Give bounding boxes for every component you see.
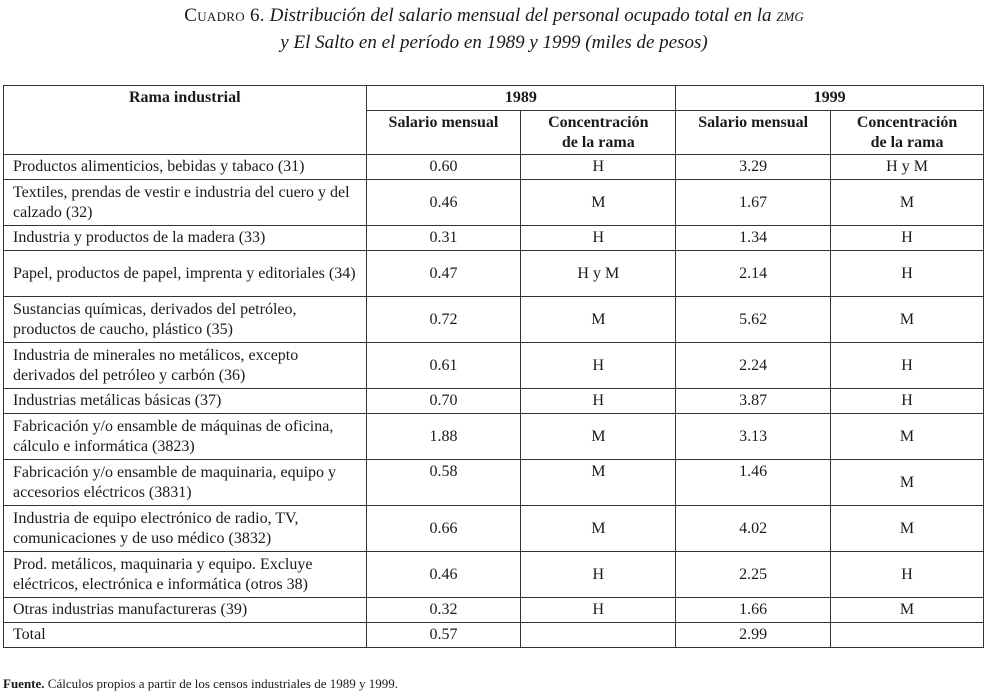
- row-concentration-1999: M: [831, 506, 984, 552]
- row-salary-1999: 3.29: [676, 155, 831, 180]
- header-concentration-1989: [521, 111, 676, 155]
- row-concentration-1989-total: [521, 623, 676, 648]
- row-branch: Industria y productos de la madera (33): [4, 226, 367, 251]
- row-concentration-1989: M: [521, 414, 676, 460]
- table-row: [4, 155, 984, 180]
- header-concentration-1989-line2: de la rama: [561, 134, 635, 151]
- row-salary-1999: 1.34: [676, 226, 831, 251]
- row-branch: Industria de minerales no metálicos, excepto derivados del petróleo y carbón (36): [4, 343, 367, 389]
- row-branch: Papel, productos de papel, imprenta y editoriales (34): [4, 251, 367, 297]
- row-branch: Prod. metálicos, maquinaria y equipo. Excluye eléctricos, electrónica e informática (otros 38): [4, 552, 367, 598]
- row-concentration-1999: M: [831, 180, 984, 226]
- caption-zmg: zmg: [776, 5, 804, 26]
- table-row: [4, 343, 984, 389]
- row-concentration-1989: M: [521, 180, 676, 226]
- row-salary-1989: 0.72: [366, 297, 521, 343]
- row-concentration-1999: M: [831, 414, 984, 460]
- row-concentration-1989: H: [521, 389, 676, 414]
- row-branch: Industrias metálicas básicas (37): [4, 389, 367, 414]
- table-row: [4, 414, 984, 460]
- row-concentration-1989: M: [521, 297, 676, 343]
- caption-title-line-1: Distribución del salario mensual del personal ocupado total en la: [269, 5, 772, 26]
- row-concentration-1999: H: [831, 343, 984, 389]
- table-row: [4, 251, 984, 297]
- row-salary-1989: 0.61: [366, 343, 521, 389]
- row-concentration-1999: H: [831, 389, 984, 414]
- caption-line-1: [0, 2, 988, 29]
- row-salary-1989: 0.46: [366, 180, 521, 226]
- header-concentration-1999-line2: de la rama: [870, 134, 944, 151]
- row-concentration-1989: M: [521, 506, 676, 552]
- table-row: [4, 297, 984, 343]
- header-concentration-1999-line1: Concentración: [856, 114, 958, 131]
- table-row: [4, 460, 984, 506]
- row-branch: Sustancias químicas, derivados del petróleo, productos de caucho, plástico (35): [4, 297, 367, 343]
- row-branch: Productos alimenticios, bebidas y tabaco (31): [4, 155, 367, 180]
- row-salary-1989: 0.66: [366, 506, 521, 552]
- row-salary-1999: 2.14: [676, 251, 831, 297]
- row-concentration-1999: H y M: [831, 155, 984, 180]
- header-concentration-1989-line1: Concentración: [548, 114, 649, 131]
- row-salary-1989: 0.47: [366, 251, 521, 297]
- row-salary-1989: 0.32: [366, 598, 521, 623]
- row-concentration-1989: H: [521, 155, 676, 180]
- row-salary-1989: 0.31: [366, 226, 521, 251]
- table-caption: [0, 2, 988, 56]
- source-label: Fuente.: [3, 676, 45, 691]
- row-salary-1999-total: 2.99: [676, 623, 831, 648]
- row-salary-1999: 1.46: [676, 460, 831, 506]
- row-salary-1989: 0.60: [366, 155, 521, 180]
- row-branch: Industria de equipo electrónico de radio, TV, comunicaciones y de uso médico (3832): [4, 506, 367, 552]
- row-salary-1999: 1.66: [676, 598, 831, 623]
- table-row: [4, 389, 984, 414]
- row-concentration-1989: H: [521, 598, 676, 623]
- row-branch: Fabricación y/o ensamble de máquinas de oficina, cálculo e informática (3823): [4, 414, 367, 460]
- row-concentration-1989: M: [521, 460, 676, 506]
- header-year-1999: 1999: [676, 86, 984, 111]
- row-salary-1989: 1.88: [366, 414, 521, 460]
- row-branch: Otras industrias manufactureras (39): [4, 598, 367, 623]
- source-text: Cálculos propios a partir de los censos industriales de 1989 y 1999.: [47, 676, 399, 691]
- row-concentration-1989: H: [521, 343, 676, 389]
- row-concentration-1989: H: [521, 552, 676, 598]
- row-concentration-1999: H: [831, 251, 984, 297]
- header-year-1989: 1989: [366, 86, 676, 111]
- row-concentration-1999-total: [831, 623, 984, 648]
- row-concentration-1989: H: [521, 226, 676, 251]
- caption-label: Cuadro 6.: [184, 5, 265, 26]
- row-salary-1989: 0.70: [366, 389, 521, 414]
- header-salary-1999: Salario mensual: [676, 111, 831, 155]
- table-row: [4, 552, 984, 598]
- row-salary-1999: 2.25: [676, 552, 831, 598]
- row-salary-1999: 1.67: [676, 180, 831, 226]
- row-salary-1989-total: 0.57: [366, 623, 521, 648]
- row-concentration-1999: H: [831, 552, 984, 598]
- row-branch: Textiles, prendas de vestir e industria del cuero y del calzado (32): [4, 180, 367, 226]
- row-concentration-1999: H: [831, 226, 984, 251]
- table-row: [4, 506, 984, 552]
- table-row: [4, 598, 984, 623]
- header-branch: Rama industrial: [4, 86, 367, 155]
- row-concentration-1999: M: [831, 598, 984, 623]
- row-salary-1999: 5.62: [676, 297, 831, 343]
- row-concentration-1999: M: [831, 460, 984, 506]
- header-salary-1989: Salario mensual: [366, 111, 521, 155]
- row-branch: Fabricación y/o ensamble de maquinaria, equipo y accesorios eléctricos (3831): [4, 460, 367, 506]
- row-salary-1999: 3.13: [676, 414, 831, 460]
- row-salary-1989: 0.58: [366, 460, 521, 506]
- row-salary-1989: 0.46: [366, 552, 521, 598]
- row-concentration-1989: H y M: [521, 251, 676, 297]
- salary-table: [3, 85, 984, 648]
- header-concentration-1999: [831, 111, 984, 155]
- table-row-total: [4, 623, 984, 648]
- table-row: [4, 226, 984, 251]
- row-salary-1999: 4.02: [676, 506, 831, 552]
- caption-title-line-2: y El Salto en el período en 1989 y 1999 (miles de pesos): [280, 32, 708, 53]
- row-branch-total: Total: [4, 623, 367, 648]
- row-concentration-1999: M: [831, 297, 984, 343]
- table-row: [4, 180, 984, 226]
- row-salary-1999: 2.24: [676, 343, 831, 389]
- source-note: [3, 676, 398, 692]
- row-salary-1999: 3.87: [676, 389, 831, 414]
